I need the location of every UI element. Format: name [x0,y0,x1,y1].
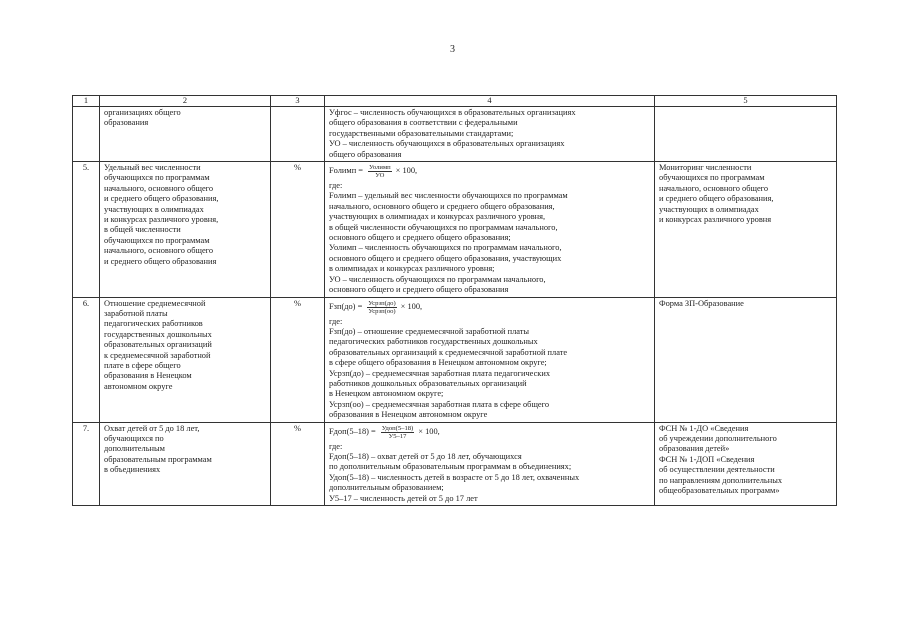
definition-line: Усрзп(оо) – среднемесячная заработная плата в сфере общего [329,399,550,409]
calculation-method-cell [325,297,655,422]
definition-line: основного общего и среднего общего образования [329,285,509,295]
formula-lhs: Fзп(до) = [329,301,363,311]
indicator-name-line: образовательных организаций [104,340,212,350]
definition-line: участвующих в олимпиадах и конкурсах различного уровня, [329,212,546,222]
data-source-line: общеобразовательных программ» [659,486,780,495]
indicator-name-line: заработной платы [104,308,168,318]
definition-line: Усрзп(до) – среднемесячная заработная плата педагогических [329,368,551,378]
indicator-name-line: образования [104,118,149,128]
indicator-name-line: к среднемесячной заработной [104,350,211,360]
data-source-line: и среднего общего образования, [659,194,774,204]
formula-lhs: Fолимп = [329,166,363,176]
data-source-line: ФСН № 1-ДОП «Сведения [659,454,755,464]
definition-line: в Ненецком автономном округе; [329,389,444,399]
table-row [73,162,837,297]
definition-line: УО – численность обучающихся в образовательных организациях [329,139,565,149]
data-source-cell [655,107,837,162]
definition-line: УО – численность обучающихся по программам начального, [329,274,546,284]
indicator-name-line: Отношение среднемесячной [104,298,206,308]
definition-line: где: [329,441,343,451]
definition-line: основного общего и среднего общего образования; [329,233,511,243]
definition-line: педагогических работников государственных дошкольных [329,337,538,347]
header-cell-3: 3 [271,96,325,107]
formula-denominator: УО [375,172,385,180]
header-cell-4: 4 [325,96,655,107]
header-row [73,96,837,107]
definition-line: в олимпиадах и конкурсах различного уровня; [329,264,495,274]
indicator-name-line: начального, основного общего [104,246,214,256]
indicator-name-line: педагогических работников [104,319,203,329]
formula-fraction [381,425,415,440]
table-row [73,297,837,422]
indicator-name-line: участвующих в олимпиадах [104,204,204,214]
formula-numerator: Уолимп [369,164,391,172]
data-source-line: Форма ЗП-Образование [659,298,744,308]
definition-line: где: [329,316,343,326]
data-source-line: и конкурсах различного уровня [659,215,772,225]
unit-cell: % [271,422,325,505]
indicator-name-line: дополнительным [104,444,165,454]
definition-line: Fдоп(5–18) – охват детей от 5 до 18 лет, обучающихся [329,451,522,461]
definition-line: работников дошкольных образовательных организаций [329,378,527,388]
definition-line: общего образования в соответствии с федеральными [329,118,518,128]
formula-denominator: Усрзп(оо) [368,307,396,315]
indicator-name-cell [100,107,271,162]
header-cell-1: 1 [73,96,100,107]
indicator-name-line: в объединениях [104,465,161,475]
indicator-name-line: обучающихся по программам [104,173,210,183]
formula-rhs: × 100, [395,166,418,176]
indicator-name-cell [100,162,271,297]
indicator-name-line: образования в Ненецком [104,371,192,381]
definition-line: Уолимп – численность обучающихся по программам начального, [329,243,562,253]
data-source-cell [655,162,837,297]
definition-line: начального, основного общего и среднего общего образования, [329,201,555,211]
row-number-cell [73,107,100,162]
indicator-name-line: организациях общего [104,108,181,117]
indicator-name-line: автономном округе [104,381,173,391]
formula-rhs: × 100, [418,426,440,436]
indicator-name-line: Удельный вес численности [104,163,201,173]
data-source-line: по направлениям дополнительных [659,475,783,485]
definition-line: образования в Ненецком автономном округе [329,410,488,420]
definition-line: по дополнительным образовательным программам в объединениях; [329,462,572,472]
definition-line: образовательных организаций к среднемесячной заработной плате [329,347,568,357]
formula [329,164,650,179]
indicator-name-line: Охват детей от 5 до 18 лет, [104,423,200,433]
row-number-cell: 5. [73,162,100,297]
definition-line: в сфере общего образования в Ненецком автономном округе; [329,358,547,368]
definition-line: Fзп(до) – отношение среднемесячной заработной платы [329,326,530,336]
data-source-line: Мониторинг численности [659,163,752,173]
data-source-cell [655,297,837,422]
indicators-table [72,95,837,506]
indicator-name-line: обучающихся по программам [104,235,210,245]
definition-line: Fолимп – удельный вес численности обучающихся по программам [329,191,568,201]
data-source-line: образования детей» [659,444,730,454]
page-number: 3 [450,44,455,55]
indicator-name-cell [100,422,271,505]
header-cell-5: 5 [655,96,837,107]
formula [329,425,650,440]
indicator-name-line: плате в сфере общего [104,360,181,370]
definition-line: государственными образовательными стандартами; [329,128,514,138]
calculation-method-cell [325,107,655,162]
definition-line: Удоп(5–18) – численность детей в возрасте от 5 до 18 лет, охваченных [329,472,580,482]
formula-fraction [367,300,396,315]
row-number-cell: 7. [73,422,100,505]
calculation-method-cell [325,422,655,505]
data-source-line: ФСН № 1-ДО «Сведения [659,423,749,433]
data-source-line: об осуществлении деятельности [659,465,775,475]
formula-numerator: Усрзп(до) [368,299,396,307]
definition-line: где: [329,181,343,191]
unit-cell [271,107,325,162]
formula-rhs: × 100, [400,301,423,311]
definition-line: общего образования [329,149,402,159]
header-cell-2: 2 [100,96,271,107]
indicator-name-cell [100,297,271,422]
data-source-cell [655,422,837,505]
table-row [73,422,837,505]
data-source-line: об учреждении дополнительного [659,433,777,443]
data-source-line: обучающихся по программам [659,173,765,183]
formula-numerator: Удоп(5–18) [381,424,414,432]
formula [329,300,650,315]
indicator-name-line: в общей численности [104,225,181,235]
definition-line: основного общего и среднего общего образования, участвующих [329,253,562,263]
formula-denominator: У5–17 [388,432,407,440]
unit-cell: % [271,297,325,422]
formula-fraction [368,164,392,179]
indicator-name-line: государственных дошкольных [104,329,212,339]
formula-lhs: Fдоп(5–18) = [329,426,376,436]
indicator-name-line: образовательным программам [104,454,212,464]
calculation-method-cell [325,162,655,297]
definition-line: У5–17 – численность детей от 5 до 17 лет [329,493,478,503]
table-row [73,107,837,162]
unit-cell: % [271,162,325,297]
definition-line: Уфгос – численность обучающихся в образовательных организациях [329,108,576,117]
indicator-name-line: обучающихся по [104,433,164,443]
row-number-cell: 6. [73,297,100,422]
data-source-line: участвующих в олимпиадах [659,204,759,214]
definition-line: дополнительным образованием; [329,483,444,493]
data-source-line: начального, основного общего [659,183,769,193]
definition-line: в общей численности обучающихся по программам начального, [329,222,558,232]
indicator-name-line: и среднего общего образования, [104,194,219,204]
indicator-name-line: начального, основного общего [104,183,214,193]
indicator-name-line: и среднего общего образования [104,256,217,266]
indicator-name-line: и конкурсах различного уровня, [104,215,219,225]
